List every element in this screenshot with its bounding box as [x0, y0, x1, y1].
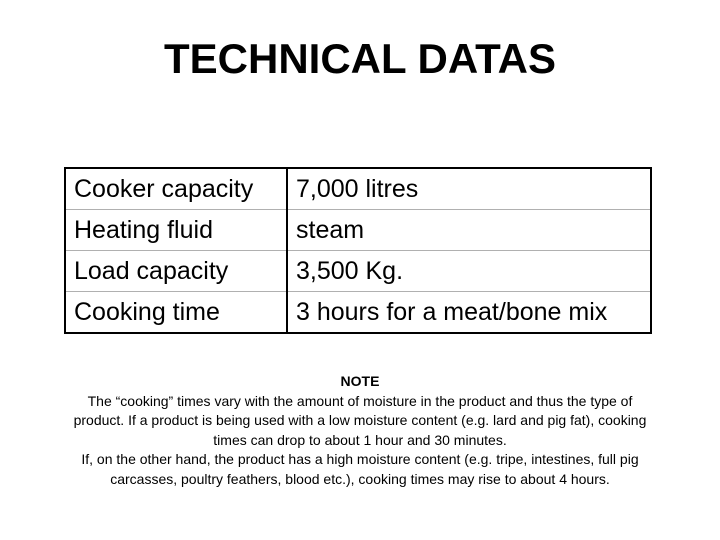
- spec-value: 3 hours for a meat/bone mix: [287, 292, 651, 334]
- note-text-line: The “cooking” times vary with the amount of moisture in the product and thus the type of: [87, 392, 633, 409]
- spec-label: Load capacity: [65, 251, 287, 292]
- table-row: [65, 168, 651, 210]
- spec-label: Cooker capacity: [65, 168, 287, 210]
- note-text-line: If, on the other hand, the product has a high moisture content (e.g. tripe, intestines, full pig: [81, 451, 639, 467]
- note-text-line: product. If a product is being used with a low moisture content (e.g. lard and pig fat), cooking: [73, 412, 647, 428]
- note-heading: NOTE: [340, 373, 380, 389]
- technical-data-table: [64, 167, 652, 334]
- table-row: [65, 210, 651, 251]
- spec-value: steam: [287, 210, 651, 251]
- spec-value: 7,000 litres: [287, 168, 651, 210]
- note-section: [0, 372, 720, 489]
- spec-label: Heating fluid: [65, 210, 287, 251]
- table-row: [65, 292, 651, 334]
- note-text-line: carcasses, poultry feathers, blood etc.), cooking times may rise to about 4 hours.: [110, 470, 610, 487]
- table-row: [65, 251, 651, 292]
- spec-value: 3,500 Kg.: [287, 251, 651, 292]
- spec-label: Cooking time: [65, 292, 287, 334]
- note-text-line: times can drop to about 1 hour and 30 minutes.: [213, 431, 507, 448]
- page-title: TECHNICAL DATAS: [164, 35, 556, 82]
